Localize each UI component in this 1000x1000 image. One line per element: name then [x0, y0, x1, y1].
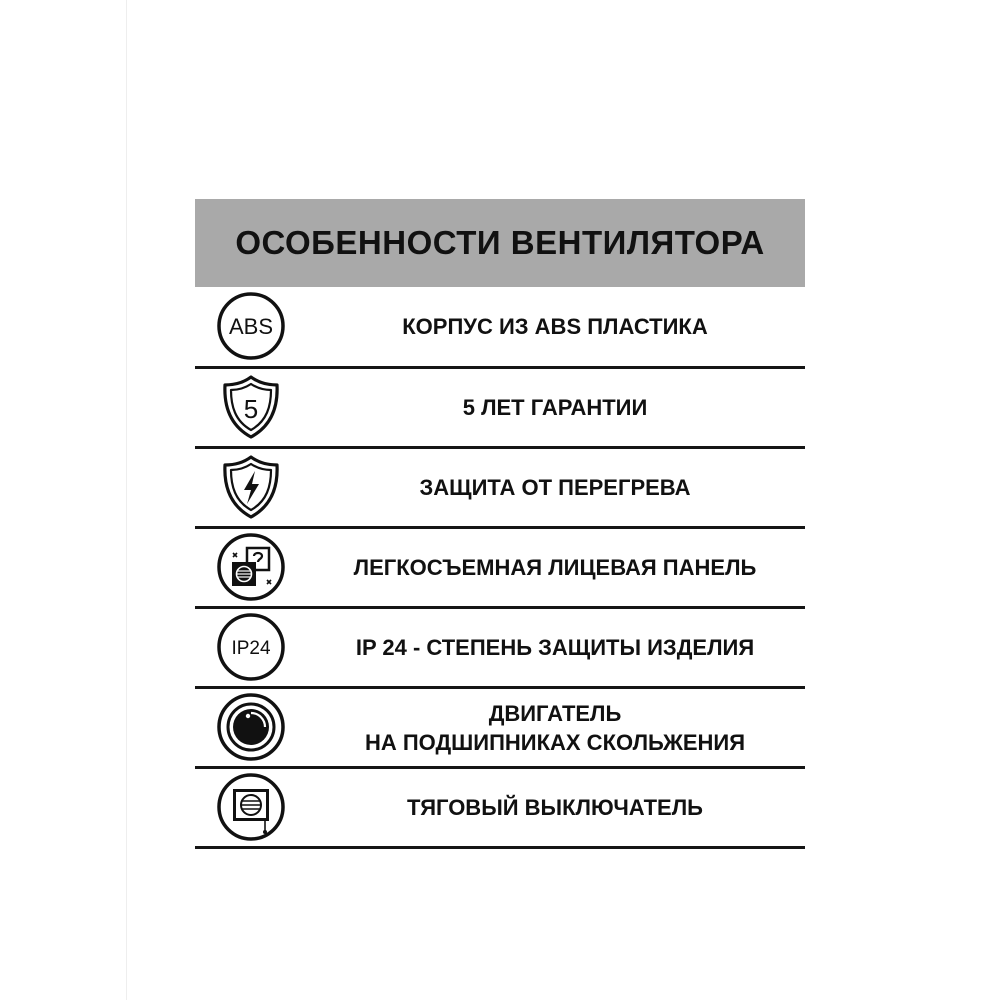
feature-row-overheat: [195, 449, 805, 529]
feature-label-line2: НА ПОДШИПНИКАХ СКОЛЬЖЕНИЯ: [364, 729, 746, 755]
warranty-shield-icon: [215, 371, 287, 443]
lightning-shield-icon: [215, 451, 287, 523]
feature-label-line1: ДВИГАТЕЛЬ: [488, 700, 622, 726]
feature-row-panel: [195, 529, 805, 609]
ip24-badge-icon: [215, 611, 287, 683]
feature-row-motor: [195, 689, 805, 769]
page-title: ОСОБЕННОСТИ ВЕНТИЛЯТОРА: [235, 224, 765, 261]
sleeve-bearing-motor-icon: [215, 691, 287, 763]
feature-label: [305, 769, 805, 846]
feature-row-abs: [195, 287, 805, 369]
feature-label: [305, 449, 805, 526]
ip24-icon-text: IP24: [231, 637, 271, 659]
feature-label-text: КОРПУС ИЗ ABS ПЛАСТИКА: [402, 314, 708, 339]
feature-label: [305, 287, 805, 366]
feature-row-warranty: [195, 369, 805, 449]
removable-panel-icon: [215, 531, 287, 603]
feature-label: [305, 609, 805, 686]
feature-row-ip24: [195, 609, 805, 689]
page-edge-line: [126, 0, 127, 1000]
warranty-icon-text: 5: [243, 393, 259, 424]
feature-label-text: IP 24 - СТЕПЕНЬ ЗАЩИТЫ ИЗДЕЛИЯ: [355, 635, 755, 660]
feature-label-text: ТЯГОВЫЙ ВЫКЛЮЧАТЕЛЬ: [407, 795, 703, 820]
feature-label: [305, 369, 805, 446]
abs-badge-icon: [215, 290, 287, 362]
feature-label: [305, 529, 805, 606]
abs-icon-text: ABS: [228, 313, 274, 339]
feature-label: [305, 689, 805, 766]
feature-label-text: ЛЕГКОСЪЕМНАЯ ЛИЦЕВАЯ ПАНЕЛЬ: [353, 555, 757, 580]
feature-label-text: ЗАЩИТА ОТ ПЕРЕГРЕВА: [419, 475, 691, 500]
feature-row-switch: [195, 769, 805, 849]
title-band: [195, 199, 805, 287]
pull-switch-icon: [215, 771, 287, 843]
feature-label-text: 5 ЛЕТ ГАРАНТИИ: [462, 395, 648, 420]
features-list: [195, 287, 805, 849]
